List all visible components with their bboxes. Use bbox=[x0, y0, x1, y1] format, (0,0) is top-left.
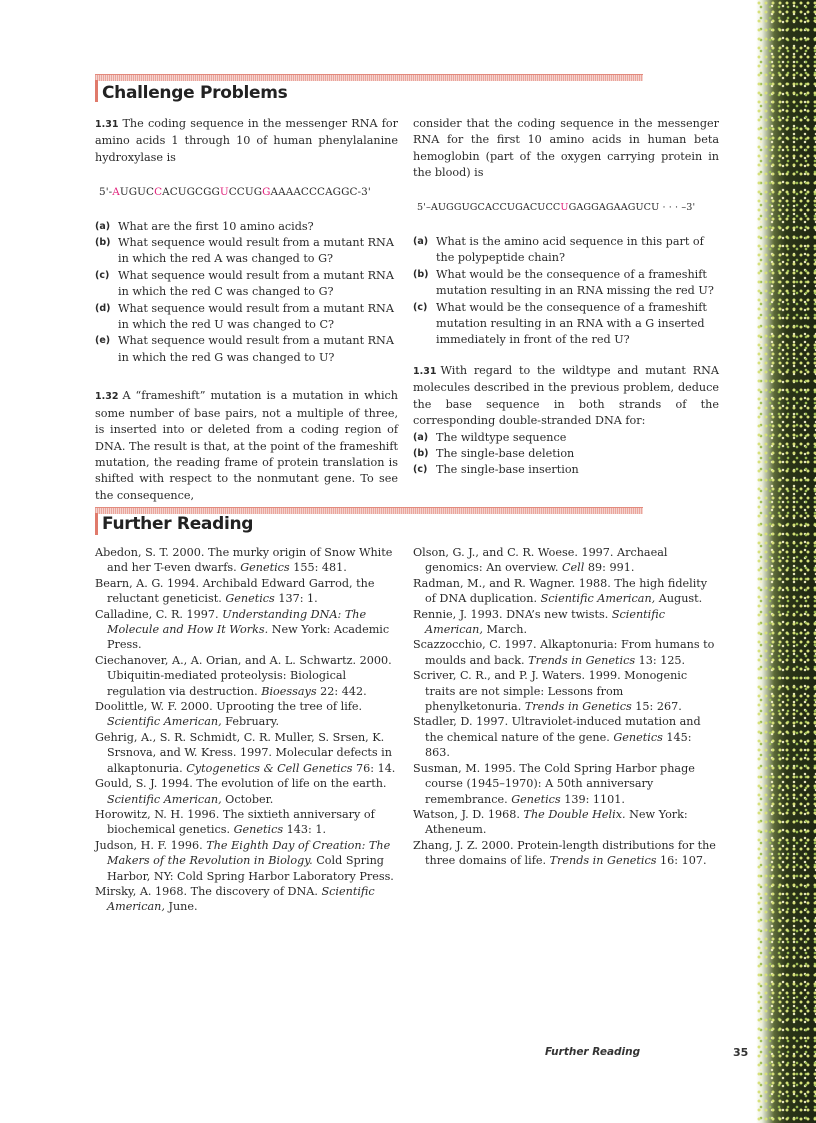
section-bar bbox=[95, 513, 98, 535]
problem-number: 1.32 bbox=[95, 391, 119, 403]
reference-text: Radman, M., and R. Wagner. 1988. The high fidelity of DNA duplication. bbox=[413, 576, 708, 606]
reference-source: Genetics bbox=[240, 561, 290, 575]
reference-text: Zhang, J. Z. 2000. Protein-length distributions for the three domains of life. bbox=[413, 838, 716, 868]
reference-text: 89: 991. bbox=[584, 561, 635, 575]
reference-text: Judson, H. F. 1996. bbox=[95, 838, 207, 852]
reference-entry bbox=[413, 576, 719, 607]
reference-text: Doolittle, W. F. 2000. Uprooting the tree of life. bbox=[95, 700, 363, 714]
reference-text: Bearn, A. G. 1994. Archibald Edward Garrod, the reluctant geneticist. bbox=[95, 576, 375, 606]
sub-question bbox=[413, 234, 719, 267]
problem-text: A “frameshift” mutation is a mutation in which some number of base pairs, not a multiple of three, is inserted into or deleted from a coding region of DNA. The result is that, at the point of the frameshift mutation, the reading frame of protein translation is shifted with respect to the nonmutant gene. To see the consequence, bbox=[95, 389, 398, 502]
rna-sequence-hemoglobin bbox=[417, 200, 719, 216]
reference-source: Cytogenetics & Cell Genetics bbox=[186, 761, 353, 775]
reference-entry bbox=[95, 807, 400, 838]
highlighted-base: C bbox=[154, 186, 163, 199]
reference-entry bbox=[413, 668, 719, 714]
reference-text: 143: 1. bbox=[283, 823, 327, 837]
reference-source: Bioessays bbox=[261, 684, 317, 698]
reference-text: Horowitz, N. H. 1996. The sixtieth anniversary of biochemical genetics. bbox=[95, 807, 375, 837]
sub-question-text: The wildtype sequence bbox=[436, 430, 567, 444]
further-reading-title: Further Reading bbox=[102, 514, 254, 534]
sequence-segment: AAAACCCAGGC-3' bbox=[270, 186, 371, 199]
reference-entry bbox=[413, 637, 719, 668]
sub-question-label: (a) bbox=[95, 220, 111, 232]
reference-source: Scientific American, bbox=[107, 792, 222, 806]
reference-entry bbox=[95, 776, 400, 807]
running-footer: Further Reading bbox=[545, 1046, 641, 1058]
problem-number: 1.31 bbox=[413, 365, 437, 377]
highlighted-base: U bbox=[219, 186, 229, 199]
reference-text: Gould, S. J. 1994. The evolution of life on the earth. bbox=[95, 777, 387, 791]
problem-1-33-items bbox=[413, 430, 719, 479]
reference-text: New York: Atheneum. bbox=[425, 807, 688, 837]
sub-question-text: What would be the consequence of a frameshift mutation resulting in an RNA missing the red U? bbox=[436, 267, 714, 298]
sub-question bbox=[95, 301, 398, 334]
reference-source: Scientific American, bbox=[107, 884, 375, 914]
reference-source: Cell bbox=[562, 561, 585, 575]
reference-entry bbox=[413, 807, 719, 838]
reference-text: Watson, J. D. 1968. bbox=[413, 807, 524, 821]
reference-text: Rennie, J. 1993. DNA’s new twists. bbox=[413, 607, 612, 621]
reference-source: Genetics bbox=[613, 730, 663, 744]
reference-text: Gehrig, A., S. R. Schmidt, C. R. Muller, S. Srsen, K. Srsnova, and W. Kress. 1997. Molecular defects in alkaptonuria. bbox=[95, 730, 392, 775]
highlighted-base: G bbox=[262, 186, 271, 199]
sub-question-label: (b) bbox=[95, 237, 111, 249]
reference-source: Trends in Genetics bbox=[549, 854, 657, 868]
sub-question bbox=[413, 446, 719, 462]
sub-question-label: (a) bbox=[413, 431, 429, 443]
reference-entry bbox=[413, 607, 719, 638]
reference-entry bbox=[95, 884, 400, 915]
sub-question-label: (d) bbox=[95, 302, 111, 314]
reference-entry bbox=[95, 699, 400, 730]
reference-text: Cold Spring Harbor, NY: Cold Spring Harbor Laboratory Press. bbox=[107, 854, 394, 883]
reference-text: 16: 107. bbox=[656, 854, 707, 868]
reference-text: 137: 1. bbox=[274, 592, 318, 606]
reference-source: Genetics bbox=[225, 592, 275, 606]
reference-entry bbox=[95, 545, 400, 576]
sub-question bbox=[413, 462, 719, 478]
sub-question-label: (a) bbox=[413, 236, 429, 248]
reference-text: Susman, M. 1995. The Cold Spring Harbor phage course (1945–1970): A 50th anniversary remembrance. bbox=[413, 761, 695, 806]
sub-question-text: What sequence would result from a mutant RNA in which the red G was changed to U? bbox=[118, 334, 394, 364]
sequence-segment: GAGGAGAAGUCU · · · –3' bbox=[568, 201, 696, 213]
sub-question-text: What is the amino acid sequence in this part of the polypeptide chain? bbox=[436, 235, 704, 265]
reference-entry bbox=[413, 838, 719, 869]
reference-entry bbox=[95, 838, 400, 884]
problem-1-32-continued: consider that the coding sequence in the messenger RNA for the first 10 amino acids in human beta hemoglobin (part of the oxygen carrying protein in the blood) is bbox=[413, 117, 719, 180]
challenge-right-column bbox=[413, 116, 719, 479]
reference-source: The Eighth Day of Creation: The Makers of the Revolution in Biology. bbox=[107, 838, 391, 868]
references-right-column bbox=[413, 545, 719, 869]
sub-question-label: (c) bbox=[413, 301, 428, 313]
reference-text: 155: 481. bbox=[289, 561, 347, 575]
sub-question bbox=[95, 268, 398, 301]
references-left-column bbox=[95, 545, 400, 915]
sub-question-text: What sequence would result from a mutant RNA in which the red U was changed to C? bbox=[118, 301, 394, 332]
sequence-segment: 5'–AUGGUGCACCUGACUCC bbox=[417, 201, 561, 213]
reference-text: Stadler, D. 1997. Ultraviolet-induced mutation and the chemical nature of the gene. bbox=[413, 715, 701, 744]
reference-text: 15: 267. bbox=[631, 700, 682, 714]
problem-text: With regard to the wildtype and mutant RNA molecules described in the previous problem, deduce the base sequence in both strands of the corresponding double-stranded DNA for: bbox=[413, 363, 719, 428]
reference-text: Scriver, C. R., and P. J. Waters. 1999. Monogenic traits are not simple: Lessons from phenylketonuria. bbox=[413, 669, 688, 714]
sub-question bbox=[95, 333, 398, 366]
reference-text: Calladine, C. R. 1997. bbox=[95, 607, 223, 621]
sub-question-text: What would be the consequence of a frameshift mutation resulting in an RNA with a G inserted immediately in front of the red U? bbox=[436, 300, 707, 347]
sub-question-label: (c) bbox=[95, 269, 110, 281]
reference-text: 139: 1101. bbox=[560, 792, 625, 806]
sub-question bbox=[413, 430, 719, 446]
reference-source: Trends in Genetics bbox=[524, 700, 632, 714]
reference-entry bbox=[413, 761, 719, 807]
reference-text: 76: 14. bbox=[352, 761, 396, 775]
reference-entry bbox=[95, 653, 400, 699]
sub-question bbox=[95, 235, 398, 268]
highlighted-base: U bbox=[560, 201, 569, 213]
rna-sequence-phenylalanine bbox=[99, 184, 398, 200]
sub-question-text: What sequence would result from a mutant RNA in which the red A was changed to G? bbox=[118, 236, 394, 266]
sub-question-text: What sequence would result from a mutant RNA in which the red C was changed to G? bbox=[118, 268, 394, 299]
highlighted-base: A bbox=[112, 186, 120, 199]
sub-question-text: The single-base insertion bbox=[436, 463, 579, 477]
reference-text: February. bbox=[221, 715, 280, 729]
problem-1-31 bbox=[95, 116, 398, 166]
reference-text: Olson, G. J., and C. R. Woese. 1997. Archaeal genomics: An overview. bbox=[413, 546, 668, 575]
page-number: 35 bbox=[733, 1046, 749, 1059]
sequence-segment: CCUG bbox=[228, 186, 263, 199]
sub-question-label: (c) bbox=[413, 464, 428, 476]
sub-question bbox=[413, 300, 719, 349]
challenge-left-column bbox=[95, 116, 398, 504]
section-bar bbox=[95, 80, 98, 102]
reference-text: 145: 863. bbox=[425, 730, 692, 760]
reference-source: Scientific American, bbox=[107, 715, 222, 729]
sequence-segment: UGUC bbox=[119, 186, 155, 199]
reference-source: The Double Helix. bbox=[523, 807, 626, 821]
problem-1-31-items bbox=[95, 219, 398, 367]
microarray-strip-image bbox=[756, 0, 816, 1123]
reference-text: New York: Academic Press. bbox=[107, 623, 390, 652]
challenge-title: Challenge Problems bbox=[102, 83, 288, 103]
reference-text: Abedon, S. T. 2000. The murky origin of Snow White and her T-even dwarfs. bbox=[95, 546, 393, 575]
reference-text: June. bbox=[164, 900, 198, 914]
section-rule bbox=[95, 74, 643, 81]
reference-entry bbox=[95, 730, 400, 776]
reference-entry bbox=[413, 714, 719, 760]
section-rule bbox=[95, 507, 643, 514]
reference-text: 22: 442. bbox=[316, 684, 367, 698]
sub-question bbox=[95, 219, 398, 235]
reference-text: March. bbox=[482, 623, 527, 637]
sub-question-label: (b) bbox=[413, 447, 429, 459]
problem-1-32 bbox=[95, 388, 398, 504]
reference-entry bbox=[413, 545, 719, 576]
sub-question-label: (b) bbox=[413, 268, 429, 280]
reference-source: Understanding DNA: The Molecule and How It Works. bbox=[107, 607, 367, 637]
reference-text: Ciechanover, A., A. Orian, and A. L. Schwartz. 2000. Ubiquitin-mediated proteolysis: Biological regulation via destruction. bbox=[95, 653, 392, 698]
sub-question-text: What are the first 10 amino acids? bbox=[118, 219, 314, 233]
reference-source: Genetics bbox=[511, 792, 561, 806]
reference-text: August. bbox=[655, 592, 703, 606]
problem-1-33 bbox=[413, 363, 719, 430]
problem-number: 1.31 bbox=[95, 119, 119, 130]
reference-entry bbox=[95, 576, 400, 607]
reference-text: October. bbox=[221, 792, 274, 806]
reference-text: Scazzocchio, C. 1997. Alkaptonuria: From humans to moulds and back. bbox=[413, 638, 715, 667]
reference-source: Genetics bbox=[233, 823, 284, 837]
sub-question bbox=[413, 267, 719, 300]
sequence-segment: ACUGCGG bbox=[162, 186, 220, 199]
problem-1-32-items bbox=[413, 234, 719, 349]
problem-text: The coding sequence in the messenger RNA for amino acids 1 through 10 of human phenylalanine hydroxylase is bbox=[95, 117, 398, 164]
reference-text: 13: 125. bbox=[635, 653, 686, 667]
reference-source: Scientific American, bbox=[540, 592, 656, 606]
reference-source: Trends in Genetics bbox=[528, 653, 636, 667]
sequence-segment: 5'- bbox=[99, 186, 113, 199]
reference-source: Scientific American, bbox=[425, 607, 665, 637]
sub-question-label: (e) bbox=[95, 335, 111, 347]
reference-text: Mirsky, A. 1968. The discovery of DNA. bbox=[95, 884, 322, 898]
sub-question-text: The single-base deletion bbox=[436, 446, 575, 460]
reference-entry bbox=[95, 607, 400, 653]
